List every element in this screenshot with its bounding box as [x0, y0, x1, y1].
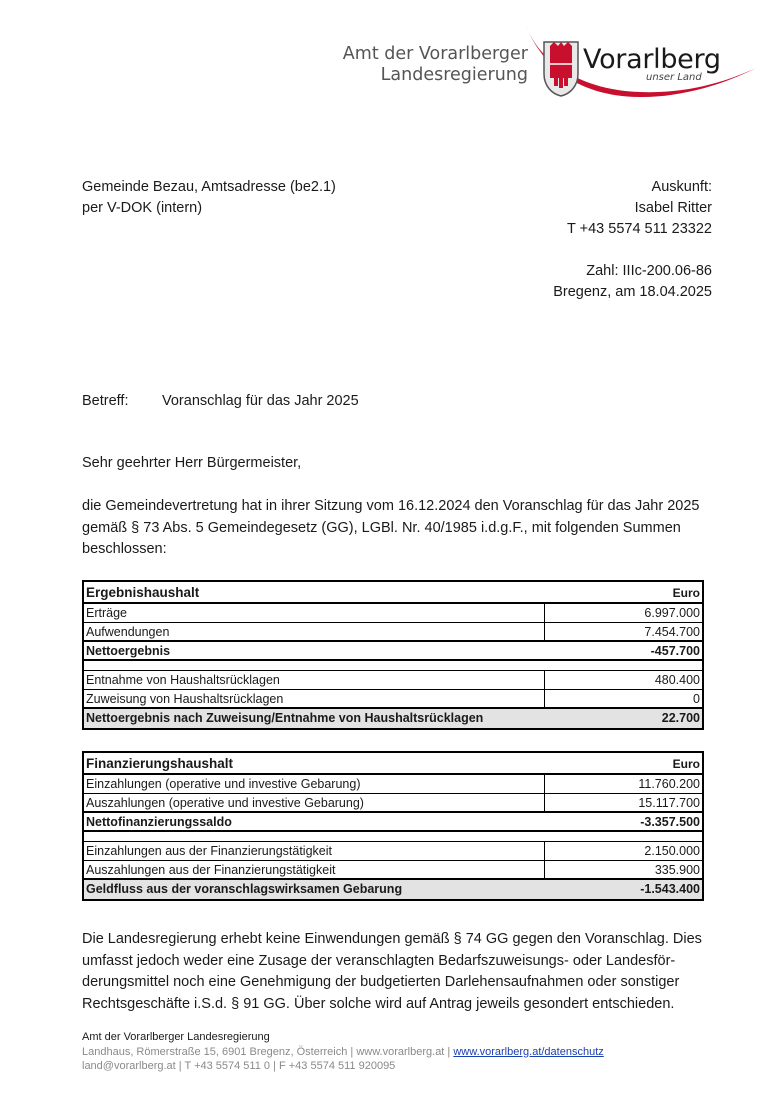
recipient-line1: Gemeinde Bezau, Amtsadresse (be2.1) [82, 179, 336, 195]
cash-flow-row [84, 880, 702, 899]
row-value: 22.700 [661, 711, 700, 725]
recipient-block [82, 177, 336, 219]
ergebnishaushalt-table [82, 580, 704, 730]
table-header [84, 753, 702, 775]
row-value: 7.454.700 [544, 623, 702, 640]
subject-text: Voranschlag für das Jahr 2025 [162, 393, 359, 409]
row-label: Zuweisung von Haushaltsrücklagen [86, 692, 284, 706]
contact-block [460, 177, 712, 303]
org-name-line2: Landesregierung [380, 65, 528, 85]
row-label: Auszahlungen (operative und investive Gebarung) [86, 796, 364, 810]
intro-paragraph: die Gemeindevertretung hat in ihrer Sitzung vom 16.12.2024 den Voranschlag für das Jahr 2025 gemäß § 73 Abs. 5 Gemeindegesetz (GG), LGBl. Nr. 40/1985 i.d.g.F., mit folgenden Summen beschlossen: [82, 498, 700, 557]
contact-phone: T +43 5574 511 23322 [567, 221, 712, 237]
table-row [84, 604, 702, 623]
table-row [84, 671, 702, 690]
reference-number: Zahl: IIIc-200.06-86 [586, 263, 712, 279]
row-label: Geldfluss aus der voranschlagswirksamen Gebarung [86, 882, 403, 896]
row-label: Entnahme von Haushaltsrücklagen [86, 673, 280, 687]
contact-label: Auskunft: [651, 179, 712, 195]
org-name [330, 44, 528, 86]
row-label: Einzahlungen (operative und investive Gebarung) [86, 777, 361, 791]
table-row [84, 690, 702, 709]
brand-tagline: unser Land [646, 72, 702, 83]
currency-label: Euro [672, 586, 700, 600]
table-row [84, 842, 702, 861]
table-row [84, 861, 702, 880]
coat-of-arms-icon [542, 40, 580, 98]
table-header [84, 582, 702, 604]
table-row [84, 775, 702, 794]
currency-label: Euro [672, 757, 700, 771]
net-financing-row [84, 813, 702, 832]
footer [82, 1030, 604, 1074]
row-value: -1.543.400 [640, 882, 700, 896]
row-value: -457.700 [650, 644, 700, 658]
net-result-row [84, 642, 702, 661]
row-value: 335.900 [544, 861, 702, 878]
finanzierungshaushalt-table [82, 751, 704, 901]
subject-label: Betreff: [82, 393, 129, 409]
privacy-link[interactable]: www.vorarlberg.at/datenschutz [453, 1045, 604, 1058]
salutation: Sehr geehrter Herr Bürgermeister, [82, 455, 302, 471]
org-name-line1: Amt der Vorarlberger [342, 44, 528, 64]
row-value: 11.760.200 [544, 775, 702, 793]
brand-wordmark: Vorarlberg [583, 44, 721, 75]
table-title: Finanzierungshaushalt [86, 756, 234, 771]
row-label: Erträge [86, 606, 127, 620]
row-value: 15.117.700 [544, 794, 702, 811]
row-value: 6.997.000 [544, 604, 702, 622]
footer-address-line [82, 1045, 604, 1060]
row-value: 0 [544, 690, 702, 707]
row-label: Nettoergebnis nach Zuweisung/Entnahme von Haushaltsrücklagen [86, 711, 484, 725]
footer-contact: land@vorarlberg.at | T +43 5574 511 0 | F +43 5574 511 920095 [82, 1060, 396, 1072]
final-result-row [84, 709, 702, 728]
recipient-line2: per V-DOK (intern) [82, 200, 203, 216]
table-title: Ergebnishaushalt [86, 585, 200, 600]
closing-paragraph: Die Landesregierung erhebt keine Einwendungen gemäß § 74 GG gegen den Voranschlag. Dies umfasst jedoch weder eine Zusage der veranschlagten Bedarfszuweisungs- oder Landesför-derungsmittel noch eine Genehmigung der budgetierten Darlehensaufnahmen oder sonstiger Rechtsgeschäfte i.S.d. § 91 GG. Über solche wird auf Antrag jeweils gesondert entschieden. [82, 931, 702, 1012]
table-row [84, 623, 702, 642]
row-value: 2.150.000 [544, 842, 702, 860]
row-label: Nettoergebnis [86, 644, 171, 658]
footer-address: Landhaus, Römerstraße 15, 6901 Bregenz, Österreich | www.vorarlberg.at | [82, 1045, 454, 1058]
table-row [84, 794, 702, 813]
place-date: Bregenz, am 18.04.2025 [553, 284, 712, 300]
row-label: Aufwendungen [86, 625, 170, 639]
row-label: Einzahlungen aus der Finanzierungstätigkeit [86, 844, 332, 858]
row-label: Nettofinanzierungssaldo [86, 815, 232, 829]
row-label: Auszahlungen aus der Finanzierungstätigkeit [86, 863, 336, 877]
table-divider [84, 661, 702, 671]
row-value: -3.357.500 [640, 815, 700, 829]
subject-line [82, 391, 359, 411]
contact-name: Isabel Ritter [634, 200, 712, 216]
footer-org: Amt der Vorarlberger Landesregierung [82, 1031, 270, 1043]
table-divider [84, 832, 702, 842]
row-value: 480.400 [544, 671, 702, 689]
